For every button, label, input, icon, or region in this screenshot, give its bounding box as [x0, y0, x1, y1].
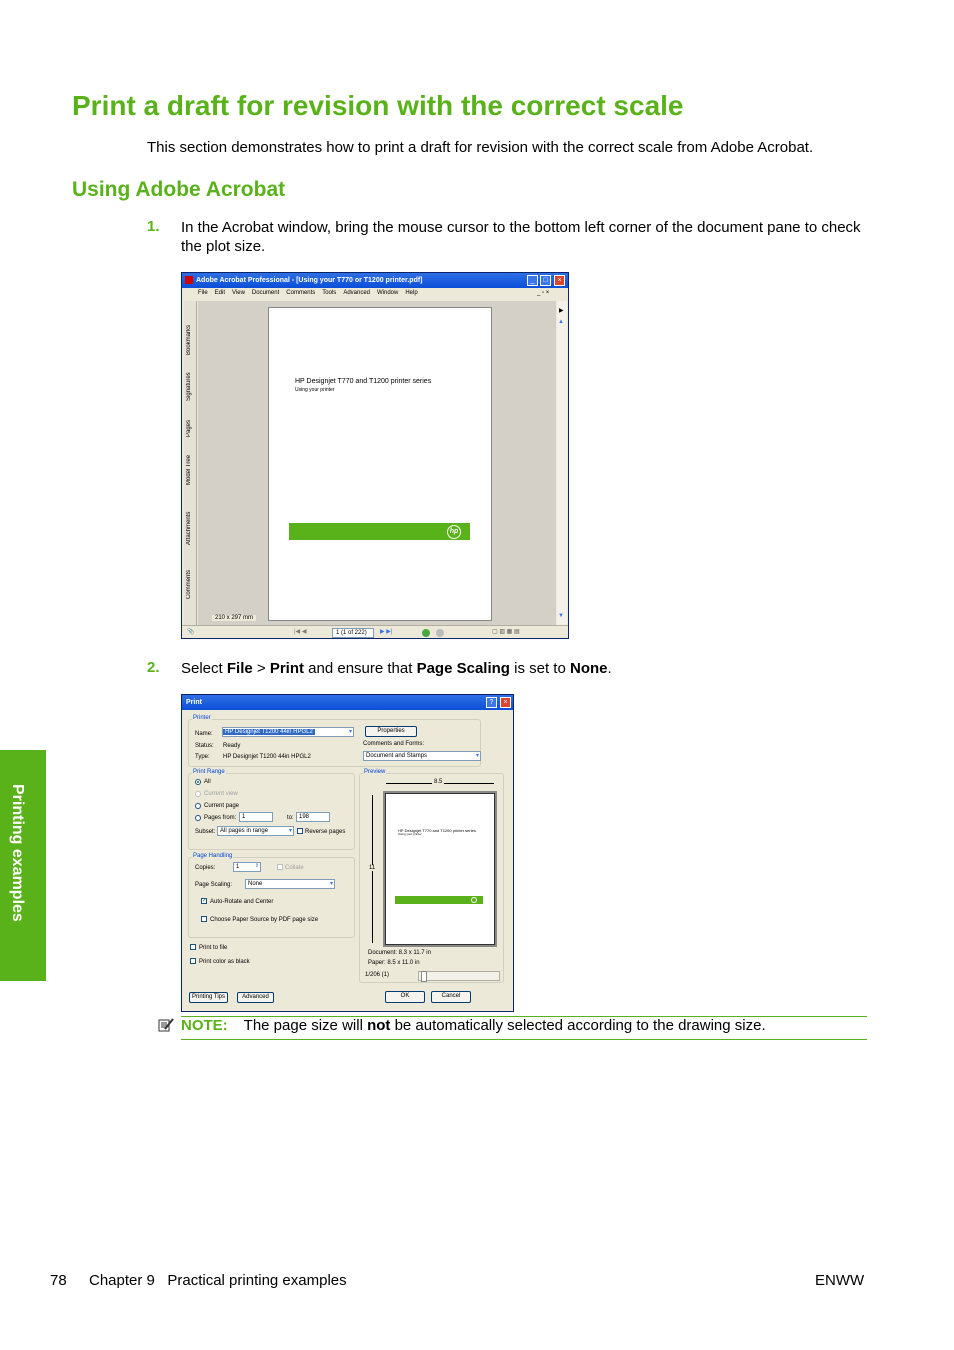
step-2-file-bold: File — [226, 660, 253, 677]
acrobat-menu-bar — [198, 290, 418, 296]
step-2-part: . — [607, 660, 612, 677]
minimize-icon[interactable]: _ — [527, 275, 538, 286]
menu-tools[interactable]: Tools — [322, 290, 337, 296]
pages-to-label: to: — [287, 815, 294, 821]
type-value: HP Designjet T1200 44in HPGL2 — [223, 754, 311, 760]
print-dialog-title: Print — [186, 699, 202, 706]
paper-size: Paper: 8.5 x 11.0 in — [368, 960, 420, 966]
tab-bookmarks[interactable]: Bookmarks — [186, 324, 192, 355]
chevron-down-icon[interactable]: ▾ — [329, 881, 333, 887]
step-1-number: 1. — [147, 218, 160, 235]
step-2-none-bold: None — [569, 660, 608, 677]
preview-width: 8.5 — [434, 779, 443, 785]
pages-from-input[interactable]: 1 — [239, 812, 273, 822]
step-2-part: is set to — [509, 660, 570, 677]
note-label: NOTE: — [181, 1017, 228, 1034]
range-all-label: All — [204, 779, 211, 785]
acrobat-title-bar — [182, 273, 568, 288]
chevron-down-icon[interactable]: ▾ — [475, 753, 479, 759]
copies-value: 1 — [236, 864, 240, 870]
document-page — [268, 307, 492, 621]
range-current-view-label: Current view — [204, 791, 238, 797]
doc-window-controls[interactable]: _ ▫ × — [537, 290, 550, 296]
print-black-label: Print color as black — [199, 959, 250, 965]
document-subtitle: Using your printer — [295, 387, 335, 393]
footer-page-number: 78 — [50, 1272, 67, 1289]
range-current-page-label: Current page — [204, 803, 240, 809]
step-2-page-scaling-bold: Page Scaling — [416, 660, 510, 677]
tab-attachments[interactable]: Attachments — [186, 511, 192, 545]
ok-button[interactable]: OK — [385, 991, 425, 1003]
scroll-arrow-right-icon[interactable]: ▶ — [559, 308, 564, 314]
document-size: Document: 8.3 x 11.7 in — [368, 950, 431, 956]
auto-rotate-label: Auto-Rotate and Center — [210, 899, 274, 905]
tab-comments[interactable]: Comments — [186, 569, 192, 599]
green-banner — [289, 523, 470, 540]
chevron-down-icon[interactable]: ▾ — [288, 828, 292, 834]
pages-to-input[interactable]: 198 — [296, 812, 330, 822]
print-dialog-title-bar — [182, 695, 513, 710]
tab-pages[interactable]: Pages — [186, 419, 192, 437]
comments-forms-select[interactable] — [363, 751, 481, 761]
intro-paragraph: This section demonstrates how to print a draft for revision with the correct scale from Adobe Acrobat. — [147, 139, 814, 156]
hp-logo-icon: hp — [447, 525, 461, 539]
slider-handle[interactable] — [421, 971, 427, 982]
footer-right: ENWW — [815, 1272, 865, 1289]
advanced-button[interactable]: Advanced — [237, 992, 274, 1003]
range-current-page-radio[interactable] — [195, 803, 201, 809]
next-page-icon[interactable]: ▶ ▶| — [380, 629, 393, 635]
preview-doc-title: HP Designjet T770 and T1200 printer series — [398, 828, 476, 833]
note — [181, 1017, 766, 1034]
tab-signatures[interactable]: Signatures — [186, 372, 192, 401]
note-text-after: be automatically selected according to the drawing size. — [390, 1017, 766, 1034]
chapter-side-tab — [0, 750, 46, 981]
printer-name-select[interactable] — [222, 727, 354, 737]
collate-checkbox[interactable] — [277, 864, 283, 870]
printer-name-value: HP Designjet T1200 44in HPGL2 — [225, 729, 313, 735]
footer-chapter: Chapter 9 Practical printing examples — [89, 1272, 347, 1289]
page-number-field[interactable]: 1 (1 of 222) — [332, 628, 374, 638]
note-bottom-rule — [181, 1039, 867, 1040]
print-to-file-checkbox[interactable] — [190, 944, 196, 950]
step-2-text — [181, 659, 612, 678]
note-pencil-icon — [158, 1017, 174, 1033]
printer-group-label: Printer — [193, 715, 211, 721]
step-1-text: In the Acrobat window, bring the mouse cursor to the bottom left corner of the document pane to check the plot size. — [181, 219, 861, 255]
page-scaling-label: Page Scaling: — [195, 882, 233, 888]
step-2-number: 2. — [147, 659, 160, 676]
choose-source-label: Choose Paper Source by PDF page size — [210, 917, 319, 923]
paperclip-icon[interactable]: 📎 — [187, 629, 195, 635]
print-range-label: Print Range — [193, 769, 225, 775]
menu-advanced[interactable]: Advanced — [343, 290, 370, 296]
scroll-down-icon[interactable]: ▼ — [558, 613, 564, 619]
page-handling-label: Page Handling — [193, 853, 233, 859]
note-text-bold: not — [367, 1017, 391, 1034]
reverse-pages-label: Reverse pages — [305, 829, 346, 835]
close-icon[interactable]: × — [554, 275, 565, 286]
close-icon[interactable]: × — [500, 697, 511, 708]
section-heading: Using Adobe Acrobat — [72, 178, 286, 201]
menu-comments[interactable]: Comments — [286, 290, 316, 296]
acrobat-window-title: Adobe Acrobat Professional - [Using your T770 or T1200 printer.pdf] — [196, 277, 423, 284]
preview-label: Preview — [364, 769, 386, 775]
page-title: Print a draft for revision with the correct scale — [72, 90, 684, 121]
spinner-icon[interactable]: ⇕ — [254, 863, 259, 869]
print-black-checkbox[interactable] — [190, 958, 196, 964]
chevron-down-icon[interactable]: ▾ — [348, 729, 352, 735]
step-2-part: Select — [181, 660, 227, 677]
vertical-scrollbar[interactable] — [557, 301, 567, 626]
reverse-pages-checkbox[interactable] — [297, 828, 303, 834]
document-pane — [198, 301, 556, 626]
go-back-icon[interactable] — [422, 629, 430, 637]
page-layout-icons[interactable]: ▢ ▥ ▦ ▤ — [492, 629, 520, 635]
navigation-pane — [184, 301, 197, 626]
range-pages-radio[interactable] — [195, 815, 201, 821]
page-scaling-value: None — [248, 881, 263, 887]
status-bar — [182, 625, 568, 639]
menu-window[interactable]: Window — [377, 290, 399, 296]
acrobat-app-icon — [185, 276, 193, 284]
name-label: Name: — [195, 731, 213, 737]
properties-button[interactable]: Properties — [365, 726, 417, 737]
print-to-file-label: Print to file — [199, 945, 228, 951]
first-page-icon[interactable]: |◀ ◀ — [294, 629, 307, 635]
collate-label: Collate — [285, 865, 304, 871]
note-text-before: The page size will — [243, 1017, 368, 1034]
step-2-print-bold: Print — [269, 660, 304, 677]
step-2-part: > — [252, 660, 270, 677]
range-pages-label: Pages from: — [204, 815, 237, 821]
subset-label: Subset: — [195, 829, 216, 835]
tab-model-tree[interactable]: Model Tree — [186, 454, 192, 485]
acrobat-window-screenshot — [181, 272, 569, 639]
type-label: Type: — [195, 754, 210, 760]
comments-forms-value: Document and Stamps — [366, 753, 428, 759]
status-label: Status: — [195, 743, 214, 749]
menu-document[interactable]: Document — [251, 290, 280, 296]
go-forward-icon[interactable] — [436, 629, 444, 637]
step-2-part: and ensure that — [303, 660, 417, 677]
maximize-icon[interactable]: □ — [540, 275, 551, 286]
copies-label: Copies: — [195, 865, 216, 871]
menu-help[interactable]: Help — [405, 290, 418, 296]
printing-tips-button[interactable]: Printing Tips — [189, 992, 228, 1003]
preview-green-banner — [395, 896, 483, 904]
auto-rotate-checkbox[interactable]: ✓ — [202, 898, 208, 904]
status-value: Ready — [223, 743, 241, 749]
preview-height: 11 — [369, 865, 376, 871]
choose-source-checkbox[interactable] — [201, 916, 207, 922]
copies-input[interactable] — [233, 862, 261, 872]
page-counter: 1/206 (1) — [365, 972, 390, 978]
cancel-button[interactable]: Cancel — [431, 991, 471, 1003]
menu-file[interactable]: File — [198, 290, 208, 296]
subset-value: All pages in range — [220, 828, 269, 834]
preview-page — [385, 793, 495, 945]
menu-view[interactable]: View — [232, 290, 245, 296]
document-title: HP Designjet T770 and T1200 printer series — [295, 378, 432, 385]
range-all-radio[interactable] — [195, 779, 201, 785]
page-size-readout: 210 x 297 mm — [212, 615, 256, 621]
preview-doc-subtitle: Using your printer — [398, 832, 422, 836]
help-icon[interactable]: ? — [486, 697, 497, 708]
hp-logo-icon — [471, 897, 477, 903]
page-scaling-select[interactable] — [245, 879, 335, 889]
range-current-view-radio[interactable] — [195, 791, 201, 797]
menu-edit[interactable]: Edit — [214, 290, 226, 296]
preview-slider[interactable] — [418, 971, 500, 981]
subset-select[interactable] — [217, 826, 294, 836]
comments-forms-label: Comments and Forms: — [363, 741, 425, 747]
side-tab-label: Printing examples — [9, 784, 26, 922]
print-dialog-screenshot — [181, 694, 514, 1012]
scroll-up-icon[interactable]: ▲ — [558, 319, 564, 325]
